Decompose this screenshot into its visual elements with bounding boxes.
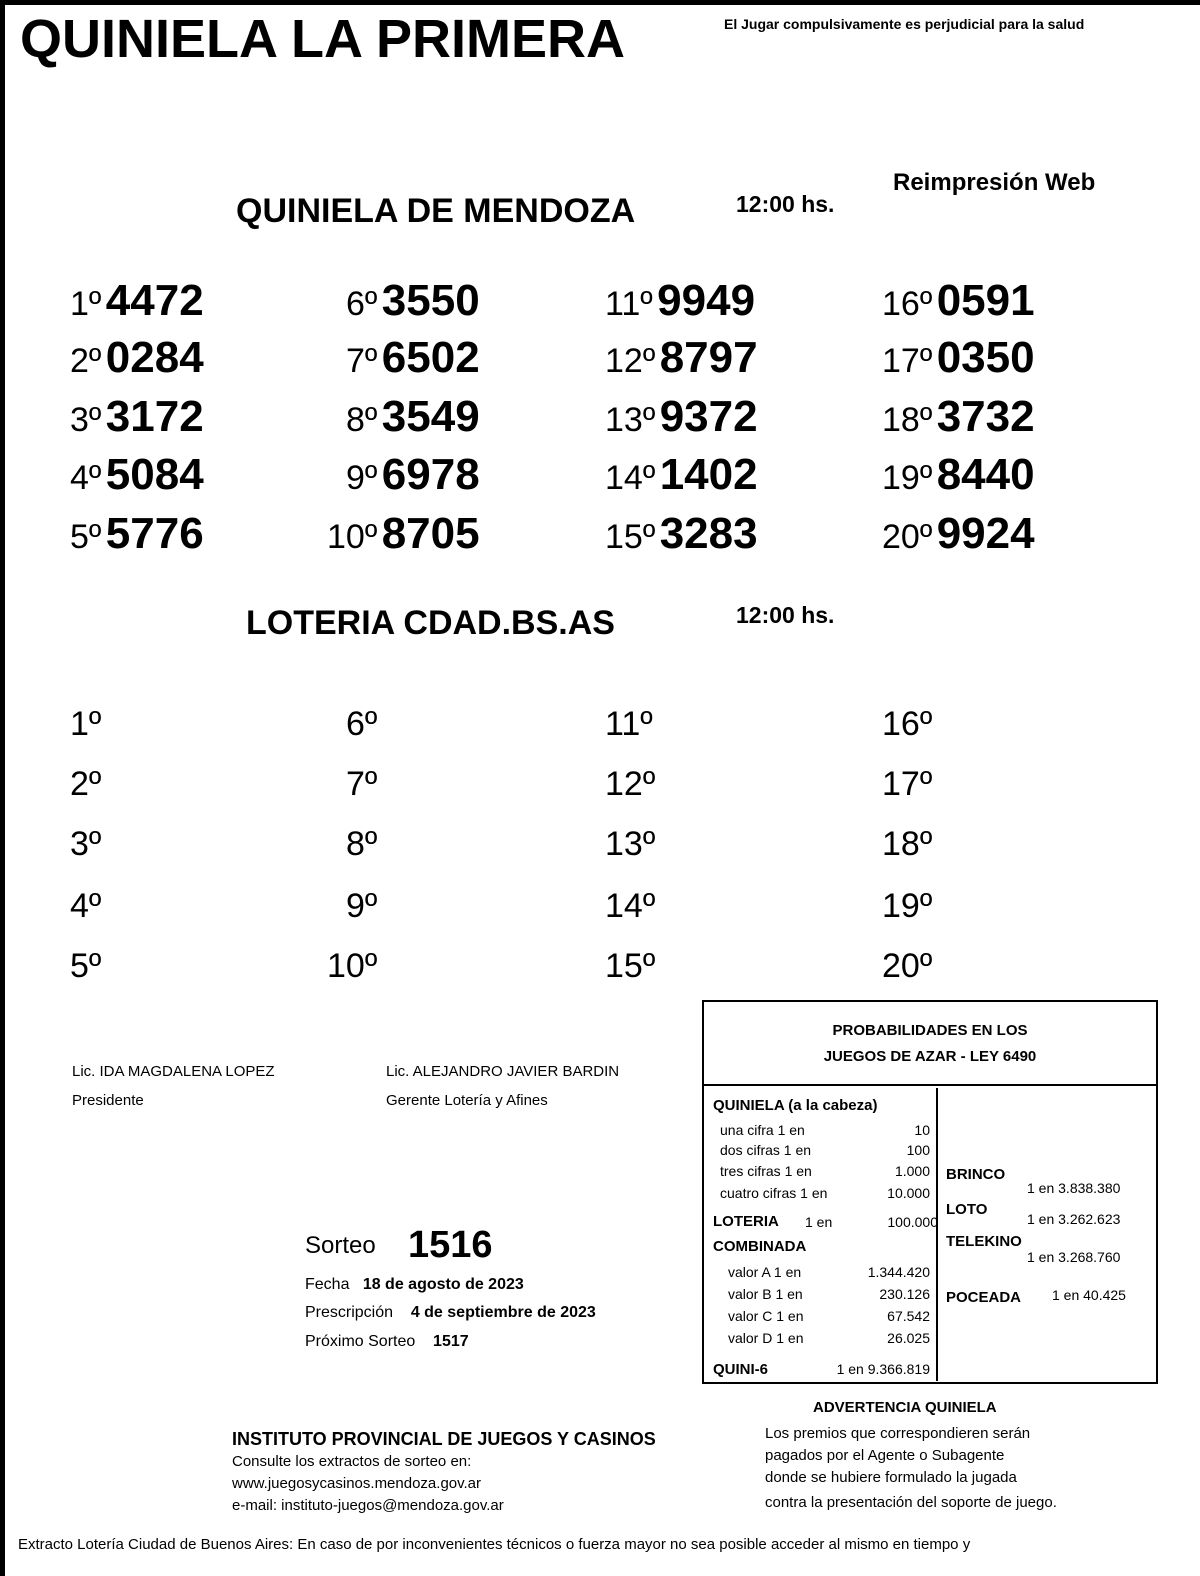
advertencia-line: contra la presentación del soporte de juego. bbox=[765, 1494, 1057, 1511]
result-position: 2º bbox=[70, 765, 102, 803]
institute-email[interactable]: e-mail: instituto-juegos@mendoza.gov.ar bbox=[232, 1497, 504, 1514]
proximo-label: Próximo Sorteo bbox=[305, 1333, 416, 1350]
result-position: 6º bbox=[346, 285, 378, 323]
quiniela-prob-label: QUINIELA (a la cabeza) bbox=[713, 1097, 878, 1114]
institute-website[interactable]: www.juegosycasinos.mendoza.gov.ar bbox=[232, 1475, 482, 1492]
result-cell bbox=[70, 878, 101, 928]
result-position: 8º bbox=[346, 825, 378, 863]
result-position: 20º bbox=[882, 518, 933, 556]
result-position: 16º bbox=[882, 705, 933, 743]
advertencia-title: ADVERTENCIA QUINIELA bbox=[813, 1399, 997, 1416]
result-cell bbox=[882, 756, 932, 806]
result-cell bbox=[605, 878, 655, 928]
result-position: 18º bbox=[882, 401, 933, 439]
prob-row-label: valor A 1 en bbox=[728, 1264, 802, 1280]
prescripcion-label: Prescripción bbox=[305, 1304, 394, 1321]
sorteo-number: 1516 bbox=[408, 1224, 493, 1266]
result-number: 8797 bbox=[659, 333, 758, 382]
prob-row-label: valor B 1 en bbox=[728, 1286, 803, 1302]
telekino-prob-label: TELEKINO bbox=[946, 1233, 1022, 1250]
prescripcion-value: 4 de septiembre de 2023 bbox=[410, 1304, 596, 1321]
loteria-prob-label: LOTERIA bbox=[713, 1213, 779, 1230]
result-position: 1º bbox=[70, 705, 102, 743]
prob-row-value: 26.025 bbox=[887, 1330, 930, 1346]
result-position: 7º bbox=[346, 765, 378, 803]
result-number: 5776 bbox=[105, 509, 204, 558]
result-cell bbox=[327, 938, 377, 988]
result-position: 6º bbox=[346, 705, 378, 743]
result-cell bbox=[346, 333, 480, 383]
result-position: 15º bbox=[605, 518, 656, 556]
result-number: 8705 bbox=[381, 509, 480, 558]
result-cell bbox=[327, 509, 480, 559]
result-number: 9949 bbox=[657, 276, 756, 325]
prob-row-label: tres cifras 1 en bbox=[720, 1163, 812, 1179]
result-cell bbox=[882, 878, 932, 928]
result-position: 13º bbox=[605, 401, 656, 439]
proximo-row bbox=[305, 1333, 469, 1351]
quini6-prob-label: QUINI-6 bbox=[713, 1361, 769, 1378]
loteria-prob-en: 1 en bbox=[805, 1214, 833, 1230]
prob-row-value: 100 bbox=[906, 1142, 930, 1158]
result-cell bbox=[882, 696, 932, 746]
poceada-prob-label: POCEADA bbox=[946, 1289, 1022, 1306]
page-title: QUINIELA LA PRIMERA bbox=[20, 9, 625, 69]
result-number: 3172 bbox=[105, 392, 204, 441]
result-number: 6502 bbox=[381, 333, 480, 382]
probabilities-header bbox=[702, 1000, 1158, 1086]
mendoza-time: 12:00 hs. bbox=[736, 191, 835, 217]
result-position: 10º bbox=[327, 518, 378, 556]
result-position: 4º bbox=[70, 459, 102, 497]
result-position: 9º bbox=[346, 887, 378, 925]
prob-row-label: cuatro cifras 1 en bbox=[720, 1185, 828, 1201]
result-cell bbox=[346, 756, 377, 806]
result-cell bbox=[70, 450, 204, 500]
page-border-left bbox=[0, 0, 5, 1576]
result-number: 3550 bbox=[381, 276, 480, 325]
result-position: 13º bbox=[605, 825, 656, 863]
result-cell bbox=[346, 450, 480, 500]
result-position: 7º bbox=[346, 342, 378, 380]
result-position: 12º bbox=[605, 342, 656, 380]
prob-row-label: valor D 1 en bbox=[728, 1330, 804, 1346]
result-number: 5084 bbox=[105, 450, 204, 499]
result-cell bbox=[70, 938, 101, 988]
prob-row-label: valor C 1 en bbox=[728, 1308, 804, 1324]
prob-row-value: 1.344.420 bbox=[867, 1264, 930, 1280]
loto-prob-value: 1 en 3.262.623 bbox=[1027, 1211, 1121, 1227]
prob-row-label: dos cifras 1 en bbox=[720, 1142, 812, 1158]
mendoza-title: QUINIELA DE MENDOZA bbox=[236, 192, 636, 230]
telekino-prob-value: 1 en 3.268.760 bbox=[1027, 1249, 1121, 1265]
result-cell bbox=[605, 938, 655, 988]
result-cell bbox=[882, 333, 1035, 383]
result-position: 11º bbox=[605, 285, 653, 323]
result-cell bbox=[882, 509, 1035, 559]
result-position: 1º bbox=[70, 285, 102, 323]
result-position: 3º bbox=[70, 401, 102, 439]
prob-row-value: 10.000 bbox=[887, 1185, 930, 1201]
loteria-prob-value: 100.000 bbox=[887, 1214, 938, 1230]
result-cell bbox=[70, 509, 204, 559]
signature-right-role: Gerente Lotería y Afines bbox=[386, 1092, 548, 1109]
fecha-value: 18 de agosto de 2023 bbox=[362, 1276, 524, 1293]
result-position: 5º bbox=[70, 947, 102, 985]
prescripcion-row bbox=[305, 1304, 596, 1322]
result-number: 0284 bbox=[105, 333, 204, 382]
result-cell bbox=[605, 816, 655, 866]
result-number: 3283 bbox=[659, 509, 758, 558]
result-position: 17º bbox=[882, 342, 933, 380]
result-cell bbox=[70, 333, 204, 383]
institute-line: Consulte los extractos de sorteo en: bbox=[232, 1453, 472, 1470]
result-number: 8440 bbox=[936, 450, 1035, 499]
prob-row-value: 230.126 bbox=[879, 1286, 930, 1302]
advertencia-line: donde se hubiere formulado la jugada bbox=[765, 1469, 1017, 1486]
signature-left-role: Presidente bbox=[72, 1092, 144, 1109]
result-number: 3549 bbox=[381, 392, 480, 441]
proximo-value: 1517 bbox=[433, 1333, 469, 1350]
result-cell bbox=[346, 696, 377, 746]
signature-left-name: Lic. IDA MAGDALENA LOPEZ bbox=[72, 1063, 275, 1080]
result-position: 3º bbox=[70, 825, 102, 863]
result-cell bbox=[70, 392, 204, 442]
result-position: 2º bbox=[70, 342, 102, 380]
result-number: 9924 bbox=[936, 509, 1035, 558]
result-number: 0350 bbox=[936, 333, 1035, 382]
result-cell bbox=[882, 450, 1035, 500]
sorteo-label: Sorteo bbox=[305, 1232, 376, 1259]
result-number: 1402 bbox=[659, 450, 758, 499]
result-number: 0591 bbox=[936, 276, 1035, 325]
result-cell bbox=[605, 450, 758, 500]
result-cell bbox=[605, 276, 755, 326]
health-warning: El Jugar compulsivamente es perjudicial para la salud bbox=[724, 16, 1085, 32]
probabilities-title-line2: JUEGOS DE AZAR - LEY 6490 bbox=[823, 1048, 1037, 1065]
result-position: 18º bbox=[882, 825, 933, 863]
quini6-prob-value: 1 en 9.366.819 bbox=[836, 1361, 930, 1377]
result-position: 4º bbox=[70, 887, 102, 925]
probabilities-title-line1: PROBABILIDADES EN LOS bbox=[832, 1022, 1028, 1039]
result-position: 15º bbox=[605, 947, 656, 985]
result-cell bbox=[346, 392, 480, 442]
result-cell bbox=[70, 756, 101, 806]
result-cell bbox=[605, 333, 758, 383]
brinco-prob-label: BRINCO bbox=[946, 1166, 1006, 1183]
brinco-prob-value: 1 en 3.838.380 bbox=[1027, 1180, 1121, 1196]
result-cell bbox=[346, 878, 377, 928]
result-position: 20º bbox=[882, 947, 933, 985]
signature-right-name: Lic. ALEJANDRO JAVIER BARDIN bbox=[386, 1063, 620, 1080]
result-position: 14º bbox=[605, 459, 656, 497]
result-cell bbox=[605, 696, 653, 746]
result-cell bbox=[882, 276, 1035, 326]
result-cell bbox=[346, 276, 480, 326]
prob-row-value: 10 bbox=[914, 1122, 930, 1138]
result-cell bbox=[605, 392, 758, 442]
loto-prob-label: LOTO bbox=[946, 1201, 988, 1218]
footer-note: Extracto Lotería Ciudad de Buenos Aires: En caso de por inconvenientes técnicos o fuerza mayor no sea posible acceder al mismo en tiempo y bbox=[18, 1536, 971, 1553]
prob-row-label: una cifra 1 en bbox=[720, 1122, 805, 1138]
fecha-label: Fecha bbox=[305, 1276, 350, 1293]
result-cell bbox=[882, 392, 1035, 442]
result-number: 4472 bbox=[105, 276, 204, 325]
combinada-prob-label: COMBINADA bbox=[713, 1238, 807, 1255]
advertencia-line: Los premios que correspondieren serán bbox=[765, 1425, 1031, 1442]
result-number: 6978 bbox=[381, 450, 480, 499]
result-cell bbox=[70, 696, 101, 746]
result-cell bbox=[605, 756, 655, 806]
poceada-prob-value: 1 en 40.425 bbox=[1052, 1287, 1126, 1303]
result-position: 8º bbox=[346, 401, 378, 439]
result-position: 17º bbox=[882, 765, 933, 803]
loteria-time: 12:00 hs. bbox=[736, 602, 835, 628]
fecha-row bbox=[305, 1276, 524, 1294]
result-cell bbox=[70, 816, 101, 866]
institute-name: INSTITUTO PROVINCIAL DE JUEGOS Y CASINOS bbox=[232, 1429, 656, 1449]
prob-row-value: 1.000 bbox=[894, 1163, 930, 1179]
result-position: 5º bbox=[70, 518, 102, 556]
result-position: 11º bbox=[605, 705, 653, 743]
reprint-label: Reimpresión Web bbox=[893, 169, 1096, 196]
page-border-top bbox=[0, 0, 1200, 5]
result-position: 12º bbox=[605, 765, 656, 803]
result-position: 10º bbox=[327, 947, 378, 985]
result-position: 14º bbox=[605, 887, 656, 925]
result-cell bbox=[346, 816, 377, 866]
prob-row-value: 67.542 bbox=[887, 1308, 930, 1324]
loteria-title: LOTERIA CDAD.BS.AS bbox=[246, 604, 615, 642]
result-cell bbox=[70, 276, 204, 326]
result-position: 19º bbox=[882, 887, 933, 925]
result-cell bbox=[605, 509, 758, 559]
result-position: 9º bbox=[346, 459, 378, 497]
result-cell bbox=[882, 816, 932, 866]
advertencia-line: pagados por el Agente o Subagente bbox=[765, 1447, 1005, 1464]
result-cell bbox=[882, 938, 932, 988]
result-position: 16º bbox=[882, 285, 933, 323]
result-number: 9372 bbox=[659, 392, 758, 441]
result-position: 19º bbox=[882, 459, 933, 497]
result-number: 3732 bbox=[936, 392, 1035, 441]
